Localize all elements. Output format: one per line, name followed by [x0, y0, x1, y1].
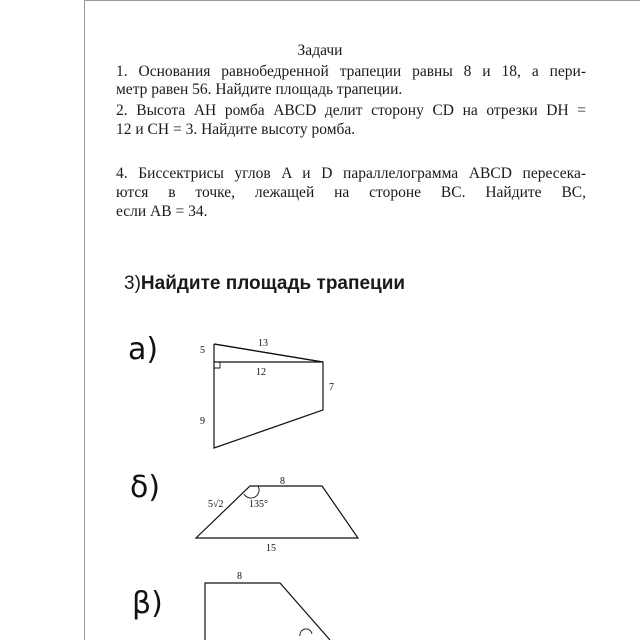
- figure-a-trapezoid: [214, 344, 323, 448]
- handwritten-mark-b: δ): [130, 470, 161, 505]
- figure-b-label-bottom: 15: [266, 543, 276, 554]
- figure-b-outline: [196, 486, 358, 538]
- task-4-line-1: 4. Биссектрисы углов A и D параллелограмма ABCD пересека-: [116, 165, 586, 182]
- figure-b-label-angle: 135°: [249, 499, 268, 510]
- figure-a-right-angle-mark: [214, 362, 220, 368]
- figure-b-angle-arc: [244, 486, 259, 498]
- figure-a-diagonal: [214, 344, 323, 362]
- figure-b-label-top: 8: [280, 476, 285, 487]
- figure-a-label-inner: 12: [256, 367, 266, 378]
- figure-b-trapezoid: [196, 486, 358, 538]
- figure-a-label-right: 7: [329, 382, 334, 393]
- figure-a-label-left-upper: 5: [200, 345, 205, 356]
- figure-c-label-top: 8: [237, 571, 242, 582]
- task-3-number: 3): [124, 273, 141, 294]
- task-2-line-2: 12 и CH = 3. Найдите высоту ромба.: [116, 121, 356, 138]
- task-1-line-2: метр равен 56. Найдите площадь трапеции.: [116, 81, 403, 98]
- task-4-line-3: если AB = 34.: [116, 203, 208, 220]
- task-1-line-1: 1. Основания равнобедренной трапеции равны 8 и 18, а пери-: [116, 63, 586, 80]
- figure-a-label-left-lower: 9: [200, 416, 205, 427]
- figure-b-label-side: 5√2: [208, 499, 224, 510]
- handwritten-mark-c: β): [132, 586, 163, 621]
- document-title: Задачи: [297, 42, 343, 59]
- task-2-line-1: 2. Высота AH ромба ABCD делит сторону CD на отрезки DH =: [116, 102, 586, 119]
- task-3-heading-text: Найдите площадь трапеции: [140, 273, 406, 294]
- figure-c-trapezoid: [205, 583, 330, 640]
- figure-c-angle-arc: [300, 629, 312, 636]
- handwritten-mark-a: a): [128, 332, 159, 367]
- figure-a-label-top: 13: [258, 338, 268, 349]
- task-4-line-2: ются в точке, лежащей на стороне BC. Найдите BC,: [116, 184, 586, 201]
